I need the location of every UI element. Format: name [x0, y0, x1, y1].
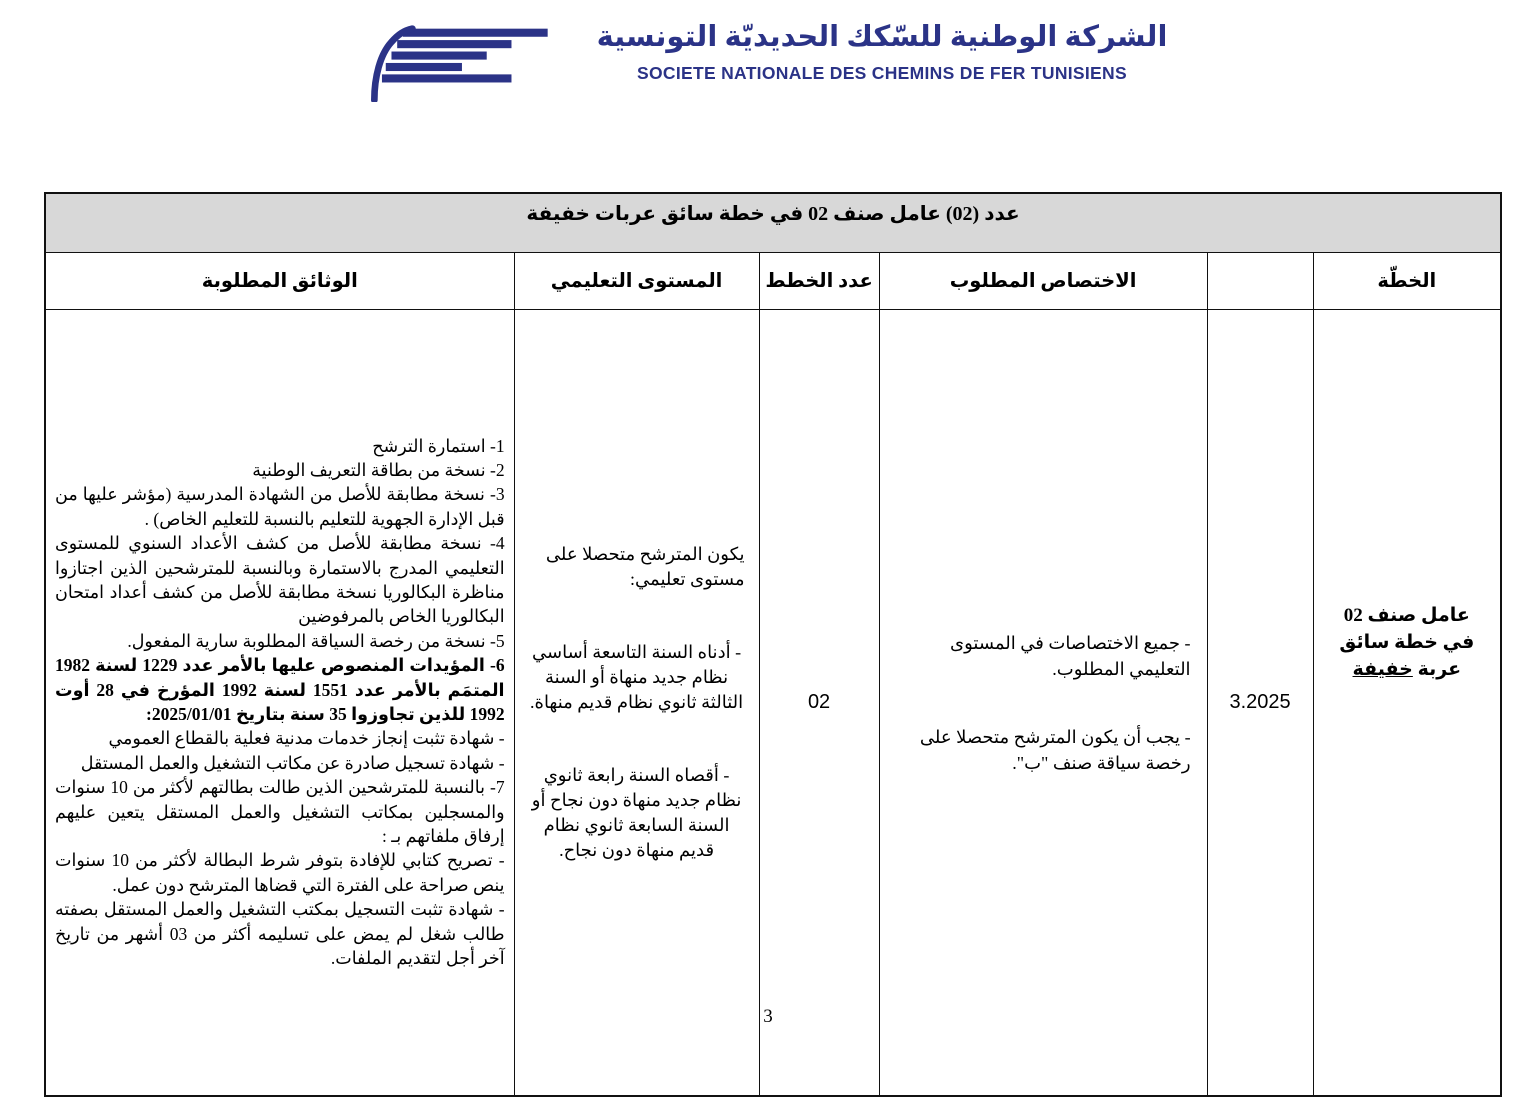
specialization-item: - يجب أن يكون المترشح متحصلا على رخصة سياقة صنف "ب".	[919, 726, 1191, 773]
company-name-arabic: الشركة الوطنية للسّكك الحديديّة التونسية	[596, 21, 1168, 53]
specialization-cell	[879, 310, 1207, 1097]
col-header-documents: الوثائق المطلوبة	[45, 253, 514, 310]
reference-cell: 3.2025	[1207, 310, 1313, 1097]
plan-cell	[1313, 310, 1501, 1097]
table-title: عدد (02) عامل صنف 02 في خطة سائق عربات خفيفة	[45, 193, 1501, 253]
col-header-plan: الخطّة	[1313, 253, 1501, 310]
page-number: 3	[763, 1006, 773, 1027]
document-item: 5- نسخة من رخصة السياقة المطلوبة سارية المفعول.	[127, 630, 505, 651]
document-sub-item: - شهادة تثبت إنجاز خدمات مدنية فعلية بالقطاع العمومي	[108, 728, 505, 749]
document-item: 2- نسخة من بطاقة التعريف الوطنية	[252, 459, 505, 480]
document-sub-item: - تصريح كتابي للإفادة بتوفر شرط البطالة لأكثر من 10 سنوات ينص صراحة على الفترة التي قضاها المترشح دون عمل.	[55, 850, 505, 895]
sncft-train-logo-icon	[369, 22, 553, 102]
plan-text: عامل صنف 02 في خطة سائق عربة	[1339, 605, 1475, 680]
document-item: 1- استمارة الترشح	[372, 435, 505, 456]
col-header-education-level: المستوى التعليمي	[514, 253, 759, 310]
col-header-reference	[1207, 253, 1313, 310]
col-header-positions-count: عدد الخطط	[759, 253, 879, 310]
recruitment-table	[44, 192, 1502, 1097]
document-item: 3- نسخة مطابقة للأصل من الشهادة المدرسية (مؤشر عليها من قبل الإدارة الجهوية للتعليم بالنسبة للتعليم الخاص) .	[55, 484, 505, 529]
document-sub-item: - شهادة تثبت التسجيل بمكتب التشغيل والعمل المستقل بصفته طالب شغل لم يمض على تسليمه أكثر من 03 أشهر من تاريخ آخر أجل لتقديم الملفات.	[55, 899, 505, 969]
document-header	[0, 22, 1536, 102]
table-title-row	[45, 193, 1501, 253]
plan-text-underlined: خفيفة	[1352, 659, 1413, 680]
education-minimum: - أدناه السنة التاسعة أساسي نظام جديد منهاة أو السنة الثالثة ثانوي نظام قديم منهاة.	[530, 642, 744, 712]
document-item: 7- بالنسبة للمترشحين الذين طالت بطالتهم لأكثر من 10 سنوات والمسجلين بمكاتب التشغيل والعمل المستقل يتعين عليهم إرفاق ملفاتهم بـ :	[55, 777, 505, 847]
table-header-row	[45, 253, 1501, 310]
education-intro: يكون المترشح متحصلا على مستوى تعليمي:	[545, 544, 745, 589]
table-data-row	[45, 310, 1501, 1097]
col-header-specialization: الاختصاص المطلوب	[879, 253, 1207, 310]
specialization-item: - جميع الاختصاصات في المستوى التعليمي المطلوب.	[950, 632, 1191, 679]
positions-count-cell: 02	[759, 310, 879, 1097]
document-item-decree: 6- المؤيدات المنصوص عليها بالأمر عدد 1229 لسنة 1982 المتمَم بالأمر عدد 1551 لسنة 1992 المؤرخ في 28 أوت 1992 للذين تجاوزوا 35 سنة بتاريخ 2025/01/01:	[55, 655, 505, 724]
company-name-block	[597, 22, 1168, 84]
education-level-cell	[514, 310, 759, 1097]
document-item: 4- نسخة مطابقة للأصل من كشف الأعداد السنوي للمستوى التعليمي المدرج بالاستمارة وبالنسبة للمترشحين الذين اجتازوا مناظرة البكالوريا نسخة مطابقة للأصل من كشف أعداد امتحان البكالوريا الخاص بالمرفوضين	[55, 533, 505, 627]
company-name-french: SOCIETE NATIONALE DES CHEMINS DE FER TUNISIENS	[637, 62, 1127, 83]
documents-cell	[45, 310, 514, 1097]
document-sub-item: - شهادة تسجيل صادرة عن مكاتب التشغيل والعمل المستقل	[80, 752, 505, 773]
education-maximum: - أقصاه السنة رابعة ثانوي نظام جديد منهاة دون نجاح أو السنة السابعة ثانوي نظام قديم منهاة دون نجاح.	[531, 765, 742, 860]
